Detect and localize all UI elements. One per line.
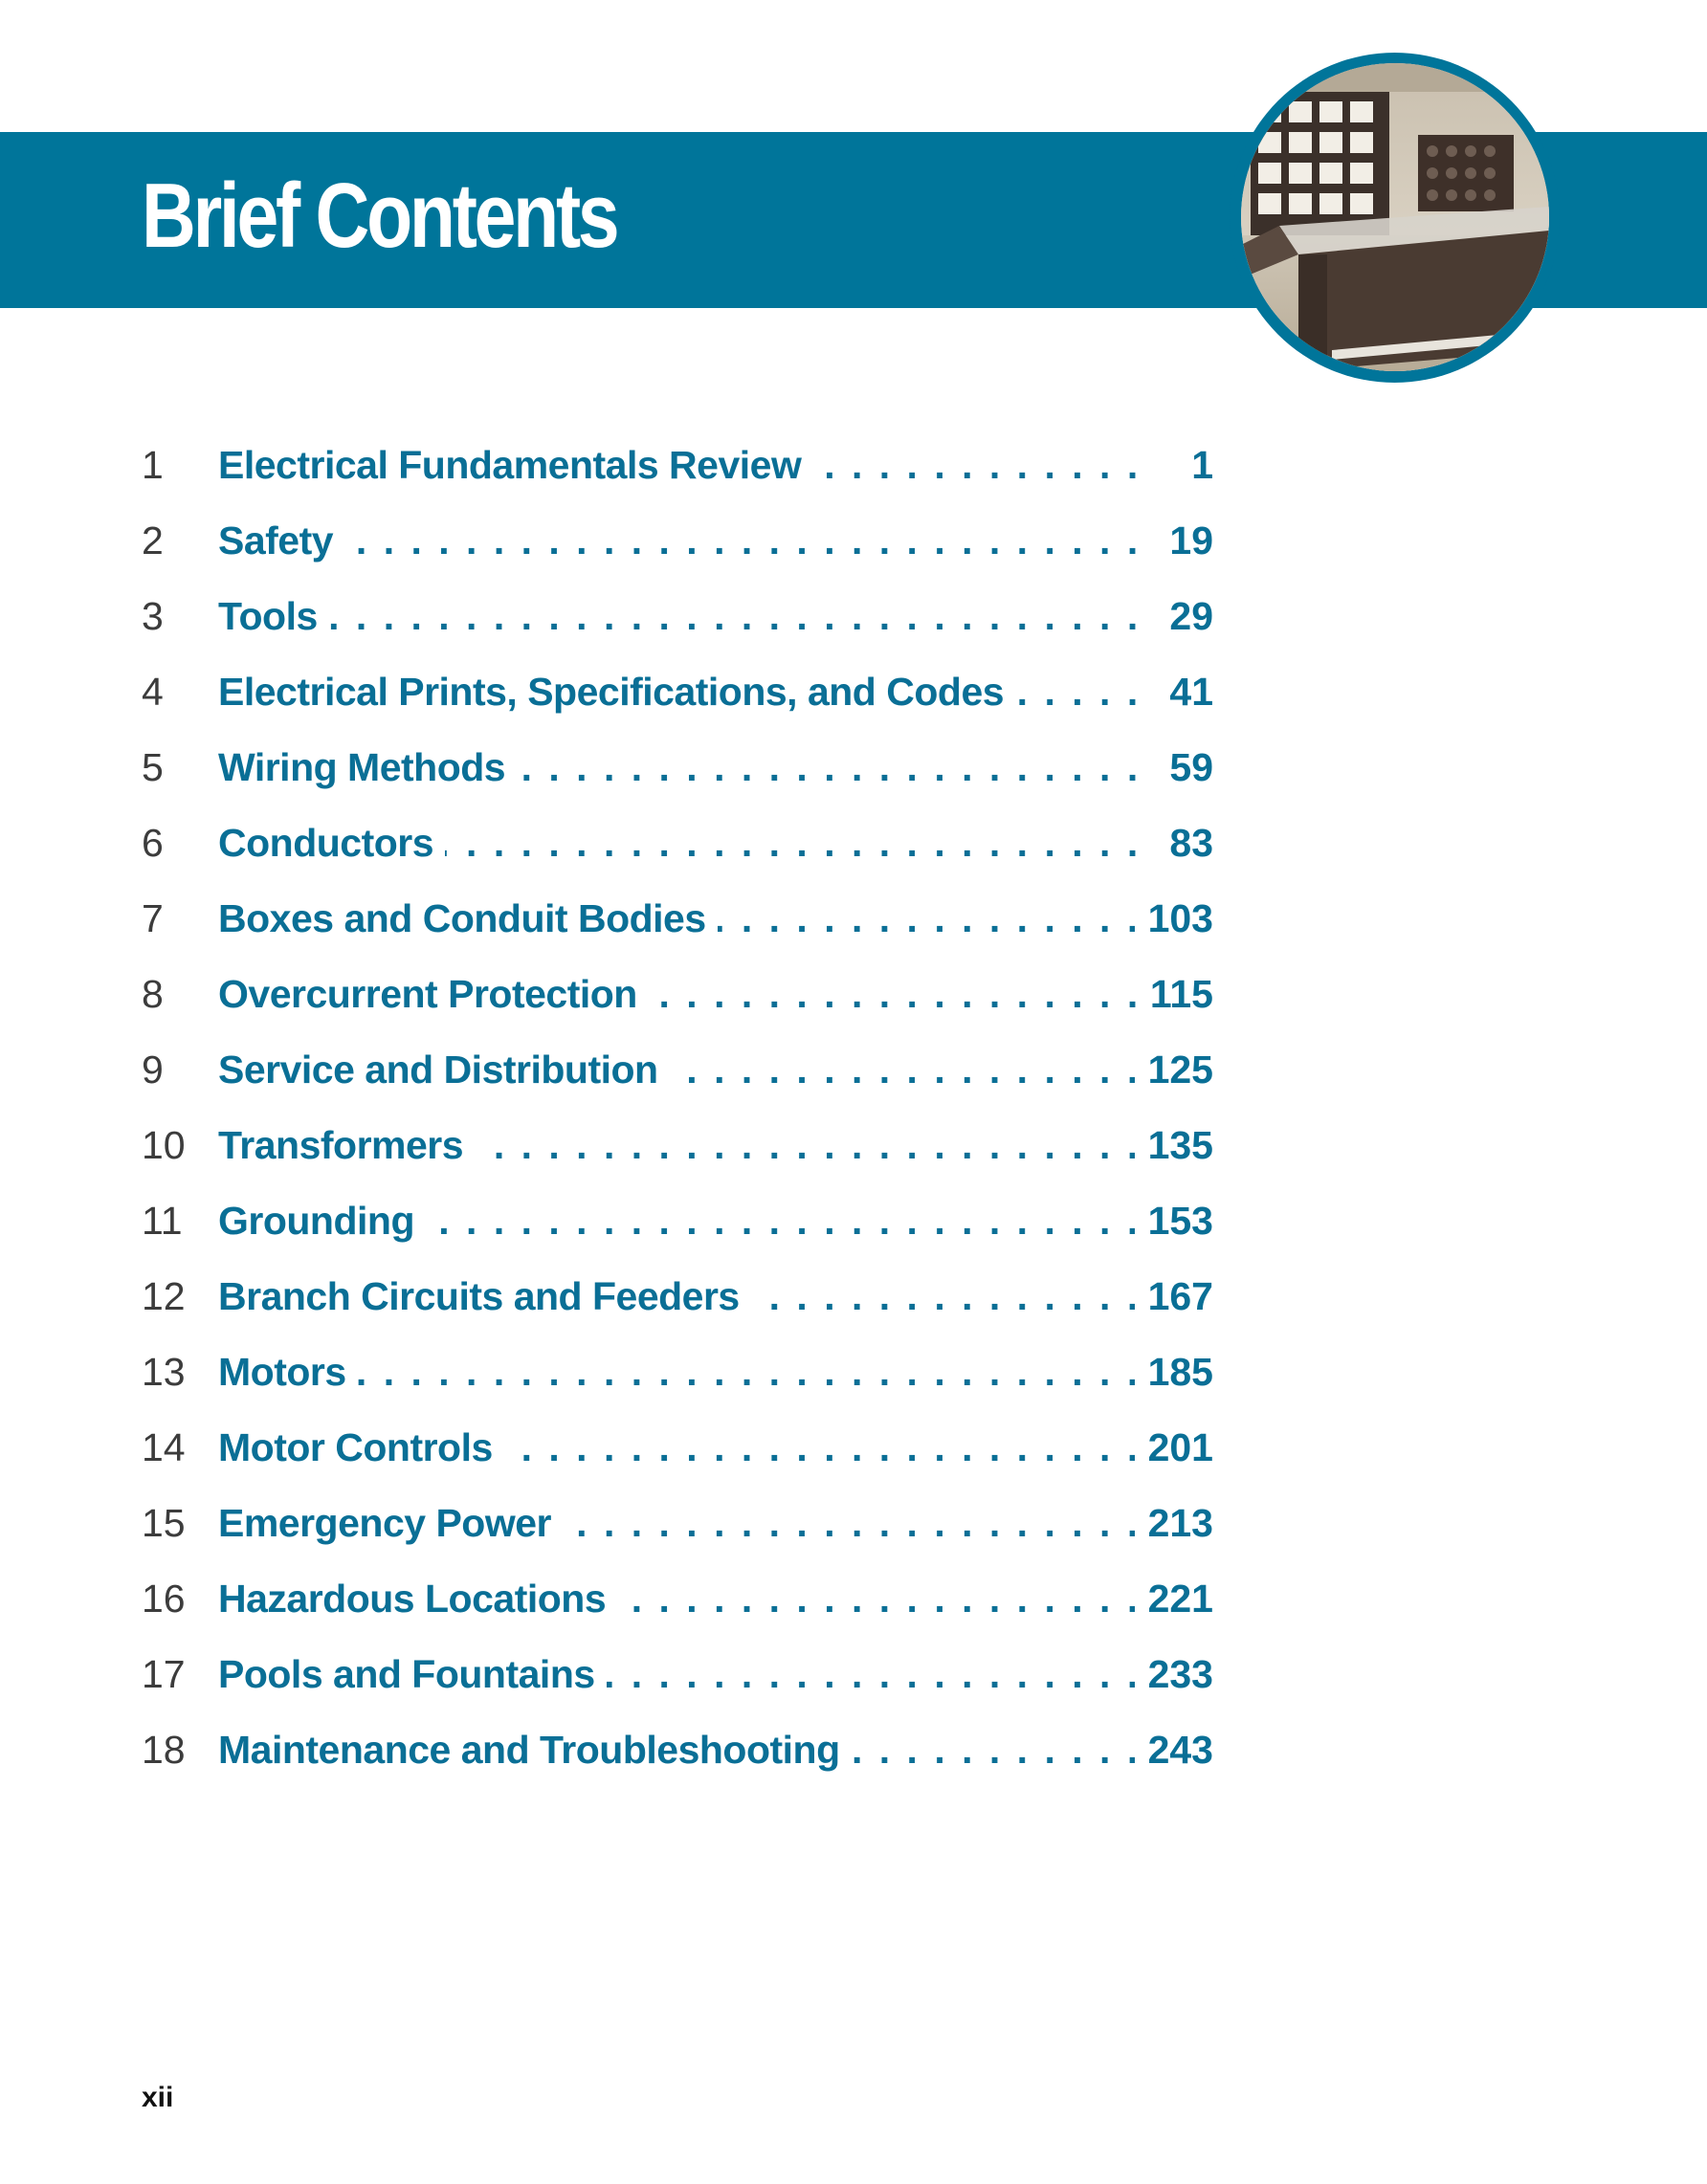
chapter-title[interactable]: Overcurrent Protection . . .: [218, 972, 1137, 1017]
chapter-title[interactable]: Emergency Power . . .: [218, 1501, 1135, 1546]
page-number: 19: [1139, 518, 1213, 563]
toc-entry[interactable]: [142, 1032, 1213, 1108]
chapter-title[interactable]: Pools and Fountains . . .: [218, 1652, 1135, 1697]
chapter-title[interactable]: Maintenance and Troubleshooting . . .: [218, 1728, 1135, 1773]
toc-entry[interactable]: [142, 428, 1213, 503]
page-number: 153: [1135, 1199, 1213, 1244]
toc-entry[interactable]: [142, 730, 1213, 805]
chapter-number: 14: [142, 1425, 186, 1469]
chapter-number: 5: [142, 745, 164, 789]
chapter-number: 10: [142, 1123, 186, 1167]
chapter-number: 8: [142, 972, 164, 1016]
page-number: 103: [1135, 896, 1213, 941]
chapter-title[interactable]: Electrical Prints, Specifications, and Codes . . .: [218, 670, 1139, 715]
chapter-number: 3: [142, 594, 164, 638]
chapter-title[interactable]: Safety . . .: [218, 518, 1139, 563]
chapter-title[interactable]: Conductors . . .: [218, 821, 1139, 866]
chapter-number: 7: [142, 896, 164, 940]
chapter-title[interactable]: Motors . . .: [218, 1350, 1135, 1395]
chapter-number: 18: [142, 1728, 186, 1772]
page-number: 125: [1135, 1048, 1213, 1092]
page-number: 167: [1135, 1274, 1213, 1319]
toc-entry[interactable]: [142, 881, 1213, 957]
page-folio: xii: [142, 2082, 174, 2113]
chapter-number: 13: [142, 1350, 186, 1394]
chapter-number: 1: [142, 443, 164, 487]
chapter-number: 15: [142, 1501, 186, 1545]
chapter-title[interactable]: Wiring Methods . . .: [218, 745, 1139, 790]
chapter-title[interactable]: Electrical Fundamentals Review . . .: [218, 443, 1139, 488]
chapter-title[interactable]: Transformers . . .: [218, 1123, 1135, 1168]
toc-entry[interactable]: [142, 1183, 1213, 1259]
toc-entry[interactable]: [142, 1637, 1213, 1712]
chapter-number: 17: [142, 1652, 186, 1696]
toc-entry[interactable]: [142, 1259, 1213, 1335]
toc-entry[interactable]: [142, 579, 1213, 654]
toc-entry[interactable]: [142, 1410, 1213, 1486]
toc-entry[interactable]: [142, 957, 1213, 1032]
page-number: 59: [1139, 745, 1213, 790]
chapter-number: 12: [142, 1274, 186, 1318]
toc-entry[interactable]: [142, 654, 1213, 730]
page-number: 83: [1139, 821, 1213, 866]
page-number: 41: [1139, 670, 1213, 715]
contents-list: [142, 428, 1213, 1788]
chapter-number: 4: [142, 670, 164, 714]
toc-entry[interactable]: [142, 1486, 1213, 1561]
chapter-number: 16: [142, 1577, 186, 1621]
chapter-title[interactable]: Tools . . .: [218, 594, 1139, 639]
page-number: 29: [1139, 594, 1213, 639]
page-number: 185: [1135, 1350, 1213, 1395]
toc-entry[interactable]: [142, 503, 1213, 579]
page-number: 233: [1135, 1652, 1213, 1697]
page-number: 135: [1135, 1123, 1213, 1168]
store-interior-photo: [1241, 63, 1549, 371]
toc-entry[interactable]: [142, 1712, 1213, 1788]
store-interior-illustration: [1241, 63, 1549, 371]
toc-entry[interactable]: [142, 1561, 1213, 1637]
chapter-title[interactable]: Service and Distribution . . .: [218, 1048, 1135, 1092]
toc-entry[interactable]: [142, 1335, 1213, 1410]
chapter-title[interactable]: Boxes and Conduit Bodies . . .: [218, 896, 1135, 941]
chapter-number: 2: [142, 518, 164, 563]
chapter-number: 9: [142, 1048, 164, 1092]
page-number: 243: [1135, 1728, 1213, 1773]
chapter-number: 11: [142, 1199, 183, 1243]
chapter-title[interactable]: Motor Controls . . .: [218, 1425, 1135, 1470]
page-number: 221: [1135, 1577, 1213, 1621]
toc-entry[interactable]: [142, 1108, 1213, 1183]
page-number: 201: [1135, 1425, 1213, 1470]
page-number: 115: [1137, 972, 1213, 1017]
chapter-title[interactable]: Hazardous Locations . . .: [218, 1577, 1135, 1621]
page-number: 1: [1139, 443, 1213, 488]
toc-entry[interactable]: [142, 805, 1213, 881]
page-title: Brief Contents: [142, 165, 617, 267]
chapter-title[interactable]: Branch Circuits and Feeders . . .: [218, 1274, 1135, 1319]
chapter-number: 6: [142, 821, 164, 865]
page-number: 213: [1135, 1501, 1213, 1546]
chapter-title[interactable]: Grounding . . .: [218, 1199, 1135, 1244]
